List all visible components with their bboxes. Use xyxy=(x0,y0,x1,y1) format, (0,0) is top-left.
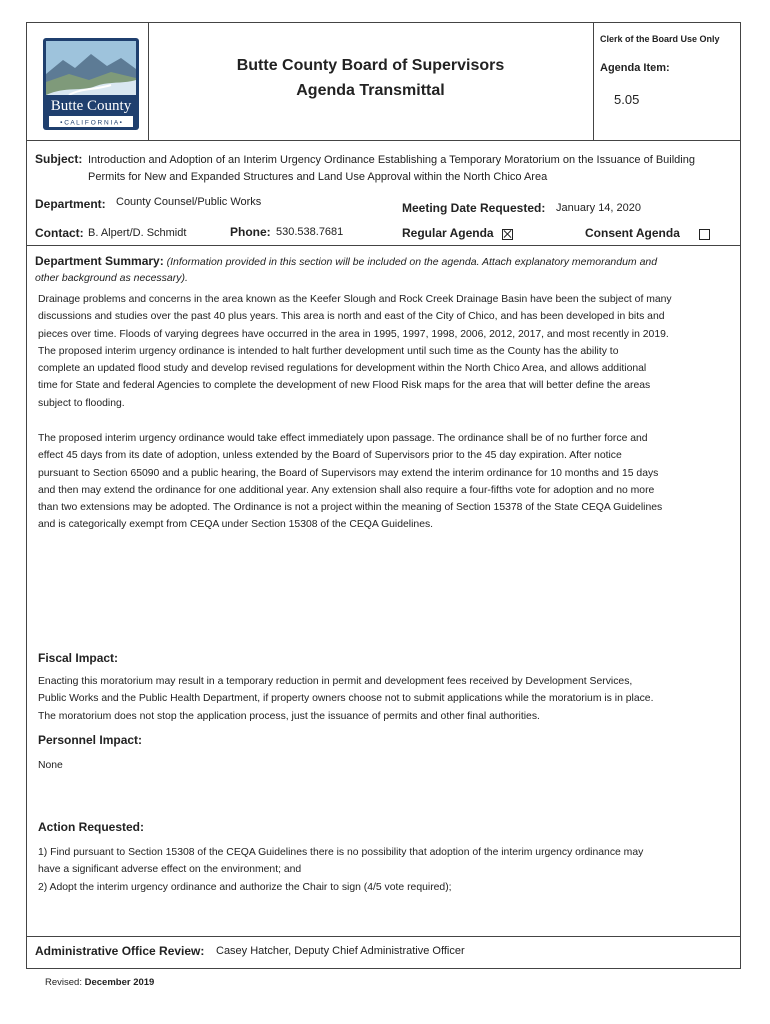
text-line: and then may extend the ordinance for one additional year. Any extension shall also require a four-fifths vote for adoption and no more xyxy=(38,484,655,496)
transmittal-form xyxy=(26,22,741,969)
text-line: pieces over time. Floods of varying degrees have occurred in the area in 1995, 1997, 1998, 2006, 2012, 2017, and most recently in 2019. xyxy=(38,328,669,340)
summary-note-part2: other background as necessary). xyxy=(35,272,188,284)
text-line: The proposed interim urgency ordinance would take effect immediately upon passage. The ordinance shall be of no further force and xyxy=(38,433,648,444)
clerk-note: Clerk of the Board Use Only xyxy=(600,34,720,44)
text-line: complete an updated flood study and develop revised regulations for development within the North Chico Area, and allows additional xyxy=(38,363,647,375)
meeting-date-label: Meeting Date Requested: xyxy=(402,201,546,215)
text-line: The proposed interim urgency ordinance is intended to halt further development until such time as the County has the ability to xyxy=(38,345,619,357)
text-line: Enacting this moratorium may result in a temporary reduction in permit and development fees received by Development Services, xyxy=(38,676,633,687)
phone-value: 530.538.7681 xyxy=(276,226,344,238)
text-line: discussions and studies over the past 40 plus years. This area is north and east of the City of Chico, and has been developed in bits and xyxy=(38,311,665,323)
svg-text:• C A L I F O R N I A •: • C A L I F O R N I A • xyxy=(60,119,122,127)
regular-agenda-label: Regular Agenda xyxy=(402,226,494,240)
title-line1: Butte County Board of Supervisors xyxy=(236,57,505,74)
text-line: Public Works and the Public Health Department, if property owners choose not to submit applications while the moratorium is in place. xyxy=(38,693,654,705)
action-requested-text xyxy=(38,844,743,896)
text-line: than two extensions may be adopted. The Ordinance is not a project within the meaning of Section 15378 of the State CEQA Guidelines xyxy=(38,502,663,514)
admin-review-value: Casey Hatcher, Deputy Chief Administrative Officer xyxy=(216,945,465,957)
action-requested-heading: Action Requested: xyxy=(38,820,145,834)
text-line: The moratorium does not stop the application process, just the issuance of permits and other final authorities. xyxy=(38,710,540,722)
summary-header xyxy=(35,253,735,286)
consent-agenda-label: Consent Agenda xyxy=(585,226,680,240)
text-line: subject to flooding. xyxy=(38,397,125,409)
agenda-item-label: Agenda Item: xyxy=(600,62,670,74)
admin-divider xyxy=(27,936,740,937)
contact-value: B. Alpert/D. Schmidt xyxy=(88,227,187,239)
svg-text:Butte County: Butte County xyxy=(50,98,132,114)
department-label: Department: xyxy=(35,197,106,211)
text-line: and is categorically exempt from CEQA under Section 15308 of the CEQA Guidelines. xyxy=(38,519,434,531)
department-value: County Counsel/Public Works xyxy=(116,196,262,208)
summary-paragraph-2 xyxy=(38,430,743,534)
consent-agenda-checkbox[interactable] xyxy=(699,229,710,240)
meeting-date-value: January 14, 2020 xyxy=(556,202,642,214)
agenda-item-value: 5.05 xyxy=(614,92,640,107)
county-logo xyxy=(41,36,141,132)
county-seal-icon xyxy=(41,36,141,132)
text-line: effect 45 days from its date of adoption, unless extended by the Board of Supervisors prior to the 45 day expiration. After notice xyxy=(38,450,622,462)
text-line: time for State and federal Agencies to complete the development of new Flood Risk maps for the area that will better define the areas xyxy=(38,380,651,392)
subject-line1: Introduction and Adoption of an Interim Urgency Ordinance Establishing a Temporary Moratorium on the Issuance of Building xyxy=(88,154,695,166)
revised-note xyxy=(45,977,154,988)
title-line2: Agenda Transmittal xyxy=(296,82,445,99)
subject-line2: Permits for New and Expanded Structures and Land Use Approval within the North Chico Area xyxy=(88,171,548,183)
personnel-impact-heading: Personnel Impact: xyxy=(38,733,143,747)
header-divider xyxy=(27,140,740,141)
revised-label: Revised: xyxy=(45,977,82,988)
summary-paragraph-1 xyxy=(38,291,743,412)
text-line: 1) Find pursuant to Section 15308 of the CEQA Guidelines there is no possibility that adoption of the interim urgency ordinance may xyxy=(38,847,644,858)
regular-agenda-checkbox[interactable] xyxy=(502,229,513,240)
text-line: Drainage problems and concerns in the area known as the Keefer Slough and Rock Creek Drainage Basin have been the subject of many xyxy=(38,294,672,305)
summary-note-part1: (Information provided in this section will be included on the agenda. Attach explanatory memorandum and xyxy=(166,256,658,268)
text-line: pursuant to Section 65090 and a public hearing, the Board of Supervisors may extend the interim ordinance for 10 months and 15 days xyxy=(38,467,659,479)
revised-value: December 2019 xyxy=(84,977,155,988)
text-line: have a significant adverse effect on the environment; and xyxy=(38,864,302,876)
fiscal-impact-text xyxy=(38,673,743,725)
contact-label: Contact: xyxy=(35,226,84,240)
page-title xyxy=(148,53,593,103)
info-divider xyxy=(27,245,740,246)
text-line: 2) Adopt the interim urgency ordinance and authorize the Chair to sign (4/5 vote required); xyxy=(38,881,452,893)
summary-label: Department Summary: xyxy=(35,254,164,268)
fiscal-impact-heading: Fiscal Impact: xyxy=(38,651,119,665)
clerk-divider xyxy=(593,23,594,140)
subject-text xyxy=(88,152,738,186)
personnel-impact-value: None xyxy=(38,760,63,771)
subject-label: Subject: xyxy=(35,152,83,166)
admin-review-label: Administrative Office Review: xyxy=(35,944,205,958)
phone-label: Phone: xyxy=(230,225,271,239)
